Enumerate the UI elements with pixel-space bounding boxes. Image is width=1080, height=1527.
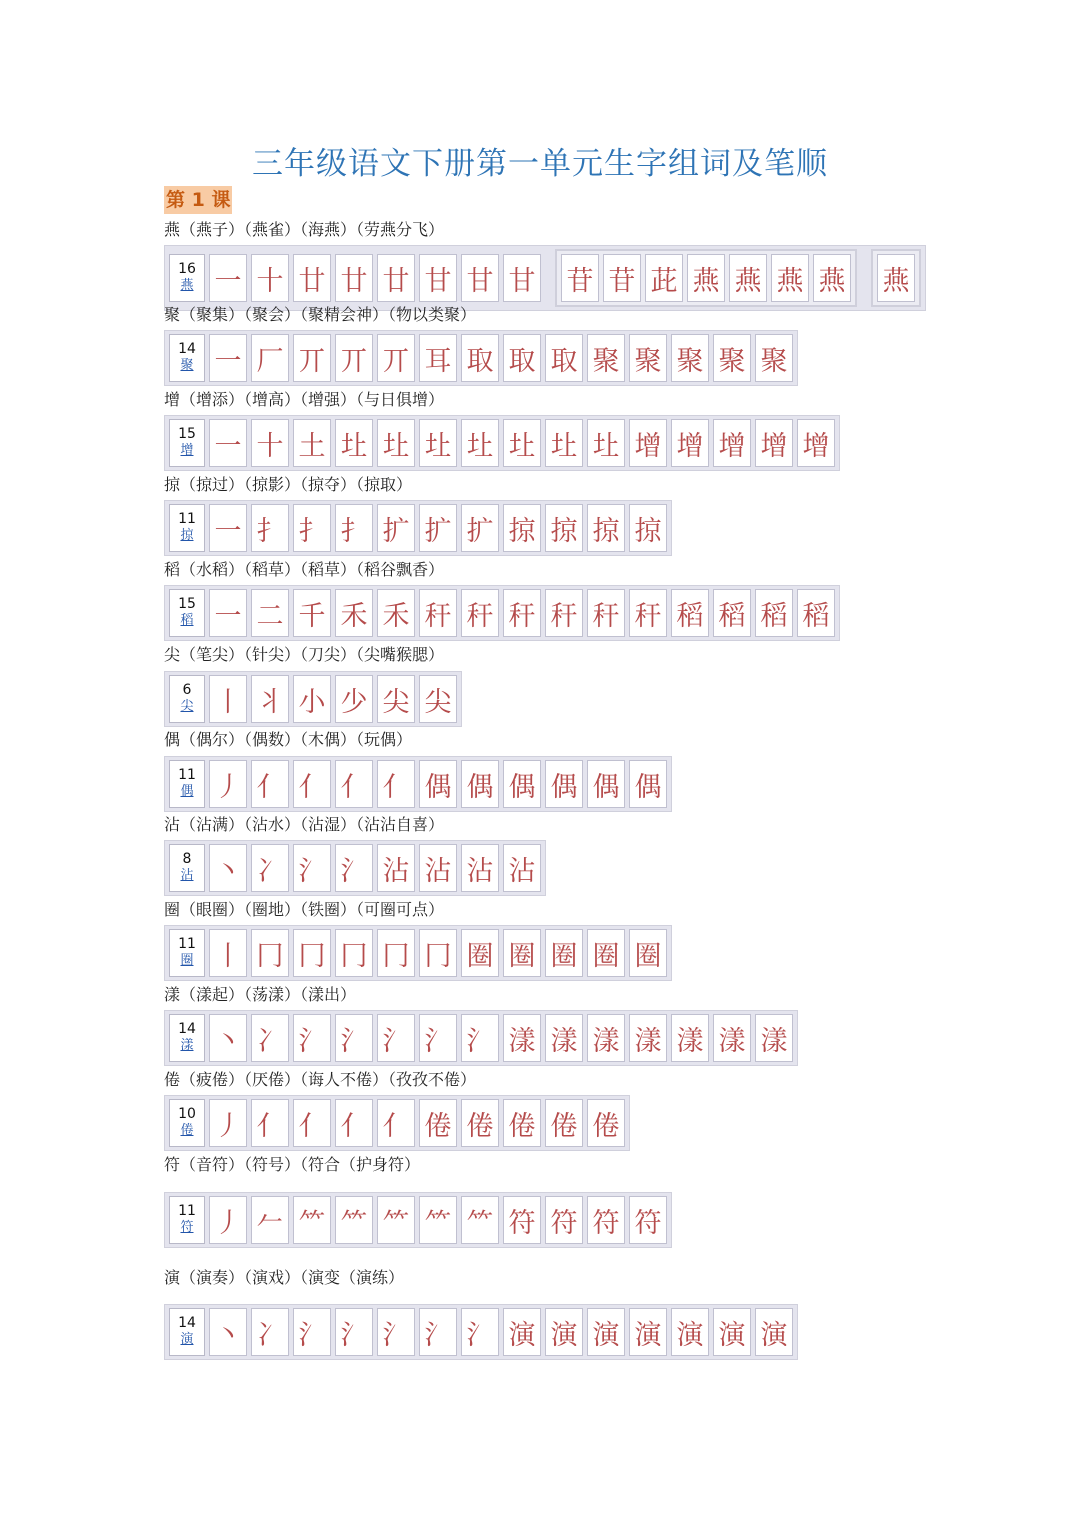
stroke-step-cell: 沾 xyxy=(503,844,541,892)
stroke-step-cell: 漾 xyxy=(755,1014,793,1062)
stroke-count-box[interactable] xyxy=(169,504,205,552)
stroke-step-cell: 亻 xyxy=(251,760,289,808)
stroke-step-cell: 圈 xyxy=(503,929,541,977)
stroke-step-cell: 漾 xyxy=(629,1014,667,1062)
stroke-step-cell: 增 xyxy=(797,419,835,467)
stroke-step-cell: 符 xyxy=(629,1196,667,1244)
stroke-step-cell: 禾 xyxy=(335,589,373,637)
stroke-step-cell: 十 xyxy=(251,254,289,302)
stroke-step-cell: 小 xyxy=(293,675,331,723)
stroke-step-cell: 丿 xyxy=(209,1196,247,1244)
stroke-step-cell: 沾 xyxy=(377,844,415,892)
stroke-step-cell: 甘 xyxy=(419,254,457,302)
stroke-step-cell: 一 xyxy=(209,254,247,302)
stroke-step-cell: 燕 xyxy=(687,254,725,302)
stroke-step-cell: 氵 xyxy=(293,1014,331,1062)
stroke-count-box[interactable] xyxy=(169,1014,205,1062)
stroke-order-strip xyxy=(164,415,840,471)
stroke-step-cell: 茈 xyxy=(645,254,683,302)
stroke-step-cell: 禾 xyxy=(377,589,415,637)
stroke-step-cell: 偶 xyxy=(587,760,625,808)
stroke-step-cell: 耳 xyxy=(419,334,457,382)
stroke-step-cell: ⺮ xyxy=(335,1196,373,1244)
stroke-step-cell: 掠 xyxy=(503,504,541,552)
stroke-step-cell: 丿 xyxy=(209,1099,247,1147)
stroke-step-cell: 丨 xyxy=(209,929,247,977)
character-link[interactable]: 符 xyxy=(180,1220,194,1235)
stroke-step-cell: 氵 xyxy=(461,1308,499,1356)
stroke-step-cell: 取 xyxy=(461,334,499,382)
stroke-step-cell: 丬 xyxy=(251,675,289,723)
stroke-order-strip xyxy=(164,756,672,812)
stroke-step-cell: 演 xyxy=(755,1308,793,1356)
stroke-step-cell: 扩 xyxy=(377,504,415,552)
stroke-count-box[interactable] xyxy=(169,929,205,977)
stroke-step-cell: 冂 xyxy=(335,929,373,977)
stroke-count: 11 xyxy=(178,767,196,783)
stroke-step-cell: 漾 xyxy=(713,1014,751,1062)
stroke-step-cell: 圵 xyxy=(545,419,583,467)
stroke-step-cell: 聚 xyxy=(713,334,751,382)
stroke-step-cell: 氵 xyxy=(293,1308,331,1356)
stroke-order-strip xyxy=(164,1304,798,1360)
stroke-step-cell: 稻 xyxy=(671,589,709,637)
stroke-step-cell: 增 xyxy=(671,419,709,467)
stroke-step-cell: 亻 xyxy=(293,1099,331,1147)
stroke-step-cell: 苷 xyxy=(561,254,599,302)
stroke-step-cell: 掠 xyxy=(587,504,625,552)
character-link[interactable]: 倦 xyxy=(180,1123,194,1138)
character-link[interactable]: 沾 xyxy=(180,868,194,883)
stroke-step-cell: 苷 xyxy=(603,254,641,302)
stroke-step-cell: 圈 xyxy=(587,929,625,977)
stroke-step-cell: 尖 xyxy=(419,675,457,723)
stroke-step-cell: 演 xyxy=(629,1308,667,1356)
stroke-step-cell: 冫 xyxy=(251,1014,289,1062)
stroke-step-cell: 氵 xyxy=(335,844,373,892)
stroke-step-cell: 一 xyxy=(209,419,247,467)
stroke-step-cell: 圵 xyxy=(377,419,415,467)
stroke-step-cell: 秆 xyxy=(587,589,625,637)
stroke-step-cell: 增 xyxy=(629,419,667,467)
stroke-count: 11 xyxy=(178,511,196,527)
character-link[interactable]: 燕 xyxy=(180,278,194,293)
character-link[interactable]: 圈 xyxy=(180,953,194,968)
stroke-step-cell: 秆 xyxy=(545,589,583,637)
stroke-step-cell: 聚 xyxy=(629,334,667,382)
stroke-step-cell: 扩 xyxy=(419,504,457,552)
stroke-count: 11 xyxy=(178,1203,196,1219)
page-title: 三年级语文下册第一单元生字组词及笔顺 xyxy=(252,146,828,182)
stroke-step-cell: 符 xyxy=(503,1196,541,1244)
stroke-step-cell: 扌 xyxy=(335,504,373,552)
lesson-heading: 第 1 课 xyxy=(164,186,232,214)
stroke-step-cell: 偶 xyxy=(545,760,583,808)
stroke-step-cell: 一 xyxy=(209,504,247,552)
stroke-step-cell: 符 xyxy=(545,1196,583,1244)
stroke-step-cell: 圵 xyxy=(503,419,541,467)
stroke-count-box[interactable] xyxy=(169,1196,205,1244)
stroke-step-cell: 圵 xyxy=(461,419,499,467)
stroke-count: 14 xyxy=(178,1021,196,1037)
stroke-step-cell: 聚 xyxy=(755,334,793,382)
stroke-step-cell: 氵 xyxy=(335,1308,373,1356)
stroke-count-box[interactable] xyxy=(169,1099,205,1147)
stroke-step-cell: 燕 xyxy=(877,254,915,302)
stroke-count-box[interactable] xyxy=(169,675,205,723)
stroke-step-cell: 氵 xyxy=(335,1014,373,1062)
stroke-step-cell: 倦 xyxy=(545,1099,583,1147)
stroke-order-strip xyxy=(164,330,798,386)
stroke-step-cell: 氵 xyxy=(461,1014,499,1062)
character-link[interactable]: 增 xyxy=(180,443,194,458)
stroke-step-cell: 掠 xyxy=(629,504,667,552)
stroke-step-cell: 氵 xyxy=(377,1308,415,1356)
stroke-step-cell: 圵 xyxy=(587,419,625,467)
stroke-group xyxy=(209,254,541,302)
stroke-count: 15 xyxy=(178,426,196,442)
stroke-step-cell: 秆 xyxy=(461,589,499,637)
stroke-step-cell: 亻 xyxy=(377,760,415,808)
entry-words: 掠（掠过）（掠影）（掠夺）（掠取） xyxy=(164,475,413,494)
stroke-order-strip xyxy=(164,585,840,641)
stroke-step-cell: 厂 xyxy=(251,334,289,382)
stroke-step-cell: 燕 xyxy=(813,254,851,302)
stroke-count-box[interactable] xyxy=(169,419,205,467)
stroke-step-cell: 倦 xyxy=(461,1099,499,1147)
stroke-step-cell: 秆 xyxy=(629,589,667,637)
stroke-step-cell: 丨 xyxy=(209,675,247,723)
stroke-step-cell: 沾 xyxy=(419,844,457,892)
stroke-step-cell: 𠂉 xyxy=(251,1196,289,1244)
stroke-step-cell: 尖 xyxy=(377,675,415,723)
stroke-step-cell: 圈 xyxy=(461,929,499,977)
stroke-step-cell: 丌 xyxy=(293,334,331,382)
stroke-step-cell: 土 xyxy=(293,419,331,467)
stroke-step-cell: 丿 xyxy=(209,760,247,808)
character-link[interactable]: 稻 xyxy=(180,613,194,628)
stroke-step-cell: 稻 xyxy=(755,589,793,637)
entry-words: 符（音符）（符号）（符合（护身符） xyxy=(164,1155,421,1174)
stroke-step-cell: 演 xyxy=(587,1308,625,1356)
stroke-step-cell: 增 xyxy=(713,419,751,467)
stroke-step-cell: 冂 xyxy=(377,929,415,977)
character-link[interactable]: 漾 xyxy=(180,1038,194,1053)
entry-words: 燕（燕子）（燕雀）（海燕）（劳燕分飞） xyxy=(164,220,445,239)
stroke-count: 11 xyxy=(178,936,196,952)
stroke-step-cell: 燕 xyxy=(771,254,809,302)
stroke-step-cell: 漾 xyxy=(545,1014,583,1062)
stroke-step-cell: 扌 xyxy=(251,504,289,552)
entry-words: 增（增添）（增高）（增强）（与日俱增） xyxy=(164,390,445,409)
stroke-step-cell: 偶 xyxy=(419,760,457,808)
entry-words: 偶（偶尔）（偶数）（木偶）（玩偶） xyxy=(164,730,413,749)
stroke-step-cell: 丌 xyxy=(377,334,415,382)
entry-words: 倦（疲倦）（厌倦）（诲人不倦）（孜孜不倦） xyxy=(164,1070,477,1089)
stroke-step-cell: 氵 xyxy=(419,1014,457,1062)
stroke-step-cell: 亻 xyxy=(251,1099,289,1147)
stroke-step-cell: 沾 xyxy=(461,844,499,892)
stroke-count-box[interactable] xyxy=(169,254,205,302)
stroke-count: 16 xyxy=(178,261,196,277)
stroke-step-cell: 冂 xyxy=(251,929,289,977)
stroke-step-cell: 聚 xyxy=(587,334,625,382)
stroke-step-cell: 偶 xyxy=(503,760,541,808)
stroke-step-cell: 扌 xyxy=(293,504,331,552)
stroke-order-strip xyxy=(164,245,926,311)
stroke-step-cell: 丶 xyxy=(209,1014,247,1062)
stroke-group xyxy=(871,249,921,307)
character-link[interactable]: 偶 xyxy=(180,784,194,799)
stroke-step-cell: 冫 xyxy=(251,844,289,892)
stroke-step-cell: 偶 xyxy=(629,760,667,808)
stroke-order-strip xyxy=(164,500,672,556)
entry-words: 演（演奏）（演戏）（演变（演练） xyxy=(164,1268,405,1287)
stroke-step-cell: 倦 xyxy=(419,1099,457,1147)
stroke-order-strip xyxy=(164,1010,798,1066)
stroke-count: 6 xyxy=(182,682,192,698)
stroke-step-cell: ⺮ xyxy=(377,1196,415,1244)
stroke-step-cell: 偶 xyxy=(461,760,499,808)
stroke-step-cell: 亻 xyxy=(293,760,331,808)
stroke-step-cell: 丶 xyxy=(209,844,247,892)
stroke-step-cell: 演 xyxy=(545,1308,583,1356)
entry-words: 尖（笔尖）（针尖）（刀尖）（尖嘴猴腮） xyxy=(164,645,445,664)
stroke-step-cell: 十 xyxy=(251,419,289,467)
stroke-step-cell: 一 xyxy=(209,589,247,637)
stroke-order-strip xyxy=(164,925,672,981)
stroke-step-cell: 廿 xyxy=(335,254,373,302)
stroke-step-cell: 倦 xyxy=(587,1099,625,1147)
stroke-step-cell: 圵 xyxy=(335,419,373,467)
stroke-step-cell: ⺮ xyxy=(419,1196,457,1244)
stroke-order-strip xyxy=(164,671,462,727)
stroke-step-cell: 增 xyxy=(755,419,793,467)
stroke-step-cell: 稻 xyxy=(797,589,835,637)
stroke-step-cell: ⺮ xyxy=(461,1196,499,1244)
stroke-step-cell: 氵 xyxy=(377,1014,415,1062)
stroke-step-cell: 千 xyxy=(293,589,331,637)
stroke-step-cell: 冫 xyxy=(251,1308,289,1356)
stroke-step-cell: 一 xyxy=(209,334,247,382)
stroke-step-cell: 稻 xyxy=(713,589,751,637)
stroke-count-box[interactable] xyxy=(169,844,205,892)
stroke-step-cell: 冂 xyxy=(293,929,331,977)
entry-words: 沾（沾满）（沾水）（沾湿）（沾沾自喜） xyxy=(164,815,445,834)
stroke-step-cell: 甘 xyxy=(503,254,541,302)
stroke-step-cell: 甘 xyxy=(461,254,499,302)
stroke-step-cell: 演 xyxy=(503,1308,541,1356)
character-link[interactable]: 聚 xyxy=(180,358,194,373)
stroke-step-cell: 漾 xyxy=(587,1014,625,1062)
stroke-step-cell: 取 xyxy=(503,334,541,382)
stroke-step-cell: 亻 xyxy=(335,1099,373,1147)
stroke-step-cell: 冂 xyxy=(419,929,457,977)
stroke-count-box[interactable] xyxy=(169,589,205,637)
character-link[interactable]: 尖 xyxy=(180,699,194,714)
stroke-step-cell: 燕 xyxy=(729,254,767,302)
stroke-order-strip xyxy=(164,1095,630,1151)
stroke-step-cell: 漾 xyxy=(503,1014,541,1062)
stroke-step-cell: 丌 xyxy=(335,334,373,382)
character-link[interactable]: 掠 xyxy=(180,528,194,543)
entry-words: 稻（水稻）（稻草）（稻草）（稻谷飘香） xyxy=(164,560,445,579)
stroke-step-cell: 廿 xyxy=(293,254,331,302)
stroke-step-cell: 聚 xyxy=(671,334,709,382)
stroke-step-cell: ⺮ xyxy=(293,1196,331,1244)
stroke-order-strip xyxy=(164,1192,672,1248)
entry-words: 圈（眼圈）（圈地）（铁圈）（可圈可点） xyxy=(164,900,445,919)
stroke-step-cell: 氵 xyxy=(293,844,331,892)
stroke-step-cell: 氵 xyxy=(419,1308,457,1356)
stroke-step-cell: 倦 xyxy=(503,1099,541,1147)
stroke-step-cell: 圈 xyxy=(545,929,583,977)
stroke-step-cell: 丶 xyxy=(209,1308,247,1356)
stroke-count: 10 xyxy=(178,1106,196,1122)
stroke-step-cell: 演 xyxy=(671,1308,709,1356)
stroke-count-box[interactable] xyxy=(169,334,205,382)
stroke-step-cell: 秆 xyxy=(419,589,457,637)
stroke-step-cell: 秆 xyxy=(503,589,541,637)
stroke-step-cell: 亻 xyxy=(335,760,373,808)
stroke-step-cell: 演 xyxy=(713,1308,751,1356)
entry-words: 聚（聚集）（聚会）（聚精会神）（物以类聚） xyxy=(164,305,477,324)
character-link[interactable]: 演 xyxy=(180,1332,194,1347)
stroke-count: 8 xyxy=(182,851,192,867)
entry-words: 漾（漾起）（荡漾）（漾出） xyxy=(164,985,357,1004)
stroke-group xyxy=(555,249,857,307)
stroke-step-cell: 取 xyxy=(545,334,583,382)
stroke-order-strip xyxy=(164,840,546,896)
stroke-step-cell: 圈 xyxy=(629,929,667,977)
stroke-count: 14 xyxy=(178,1315,196,1331)
stroke-step-cell: 少 xyxy=(335,675,373,723)
stroke-step-cell: 圵 xyxy=(419,419,457,467)
stroke-count-box[interactable] xyxy=(169,760,205,808)
stroke-count-box[interactable] xyxy=(169,1308,205,1356)
stroke-step-cell: 掠 xyxy=(545,504,583,552)
stroke-step-cell: 扩 xyxy=(461,504,499,552)
stroke-count: 15 xyxy=(178,596,196,612)
stroke-step-cell: 符 xyxy=(587,1196,625,1244)
stroke-step-cell: 漾 xyxy=(671,1014,709,1062)
stroke-step-cell: 廿 xyxy=(377,254,415,302)
stroke-step-cell: 亻 xyxy=(377,1099,415,1147)
stroke-count: 14 xyxy=(178,341,196,357)
stroke-step-cell: 二 xyxy=(251,589,289,637)
